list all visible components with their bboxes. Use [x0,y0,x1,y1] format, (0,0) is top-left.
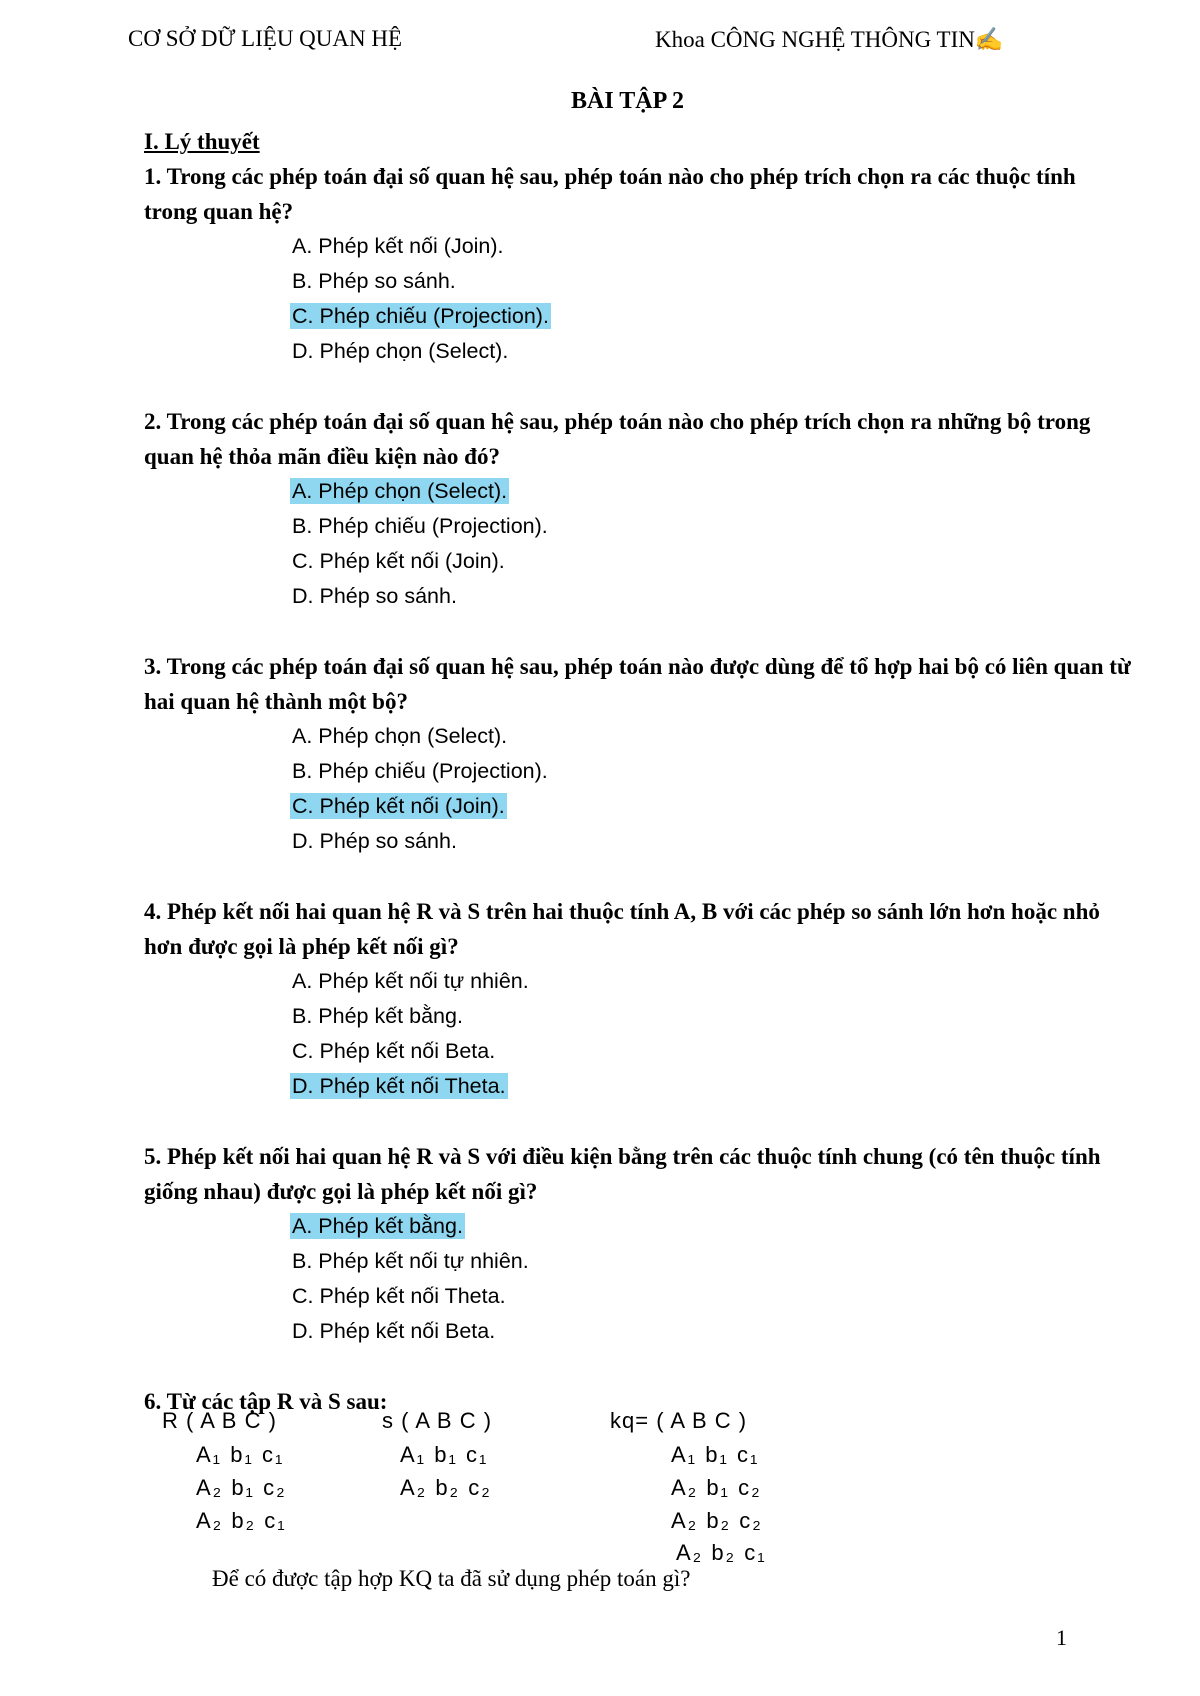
option-b: B. Phép kết bằng. [292,1004,463,1028]
question-6-prompt: Để có được tập hợp KQ ta đã sử dụng phép toán gì? [212,1566,691,1591]
option-d: D. Phép kết nối Beta. [292,1319,496,1343]
relation-r-row: A₂ b₁ c₂ [196,1475,287,1500]
relation-s-row: A₁ b₁ c₁ [400,1442,489,1467]
option-a: A. Phép kết nối tự nhiên. [292,969,529,993]
question-text: 4. Phép kết nối hai quan hệ R và S trên hai thuộc tính A, B với các phép so sánh lớn hơn hoặc nhỏ hơn được gọi là phép kết nối gì? [144,899,1100,959]
relation-r-header: R ( A B C ) [162,1408,277,1433]
relation-kq-row: A₁ b₁ c₁ [671,1442,760,1467]
option-d-highlighted: D. Phép kết nối Theta. [292,1074,506,1098]
option-b: B. Phép so sánh. [292,269,456,293]
option-c-highlighted: C. Phép kết nối (Join). [292,794,505,818]
option-a-highlighted: A. Phép kết bằng. [292,1214,463,1238]
question-1 [144,159,1134,369]
header-left: CƠ SỞ DỮ LIỆU QUAN HỆ [128,26,403,51]
relation-kq-row: A₂ b₂ c₂ [671,1508,763,1533]
question-3 [144,649,1134,859]
option-d: D. Phép so sánh. [292,829,457,853]
option-b: B. Phép chiếu (Projection). [292,514,548,538]
question-5 [144,1139,1134,1349]
relation-kq-row: A₂ b₁ c₂ [671,1475,762,1500]
question-text: 2. Trong các phép toán đại số quan hệ sau, phép toán nào cho phép trích chọn ra những bộ trong quan hệ thỏa mãn điều kiện nào đó? [144,409,1091,469]
option-list [144,964,1134,1104]
option-a: A. Phép chọn (Select). [292,724,508,748]
header-right: Khoa CÔNG NGHỆ THÔNG TIN✍ [655,27,1004,52]
option-d: D. Phép so sánh. [292,584,457,608]
question-text: 5. Phép kết nối hai quan hệ R và S với điều kiện bằng trên các thuộc tính chung (có tên thuộc tính giống nhau) được gọi là phép kết nối gì? [144,1144,1101,1204]
question-text: 1. Trong các phép toán đại số quan hệ sau, phép toán nào cho phép trích chọn ra các thuộc tính trong quan hệ? [144,164,1076,224]
document-body [144,124,1134,1419]
option-c: C. Phép kết nối Theta. [292,1284,506,1308]
page-title: BÀI TẬP 2 [571,88,684,114]
option-list [144,1209,1134,1349]
option-c: C. Phép kết nối Beta. [292,1039,496,1063]
option-b: B. Phép chiếu (Projection). [292,759,548,783]
option-c: C. Phép kết nối (Join). [292,549,505,573]
question-text: 3. Trong các phép toán đại số quan hệ sau, phép toán nào được dùng để tổ hợp hai bộ có liên quan từ hai quan hệ thành một bộ? [144,654,1131,714]
option-d: D. Phép chọn (Select). [292,339,509,363]
section-heading: I. Lý thuyết [144,129,260,154]
option-list [144,474,1134,614]
relation-kq-row: A₂ b₂ c₁ [676,1540,767,1565]
relation-kq-header: kq= ( A B C ) [610,1408,748,1433]
option-a: A. Phép kết nối (Join). [292,234,504,258]
option-list [144,229,1134,369]
relation-s-header: s ( A B C ) [382,1408,493,1433]
question-6-text: 6. Từ các tập R và S sau: [144,1389,388,1414]
option-b: B. Phép kết nối tự nhiên. [292,1249,529,1273]
option-list [144,719,1134,859]
relation-s-row: A₂ b₂ c₂ [400,1475,492,1500]
option-a-highlighted: A. Phép chọn (Select). [292,479,508,503]
question-2 [144,404,1134,614]
question-4 [144,894,1134,1104]
page-number: 1 [1056,1625,1067,1650]
relation-r-row: A₁ b₁ c₁ [196,1442,285,1467]
relation-r-row: A₂ b₂ c₁ [196,1508,287,1533]
option-c-highlighted: C. Phép chiếu (Projection). [292,304,549,328]
